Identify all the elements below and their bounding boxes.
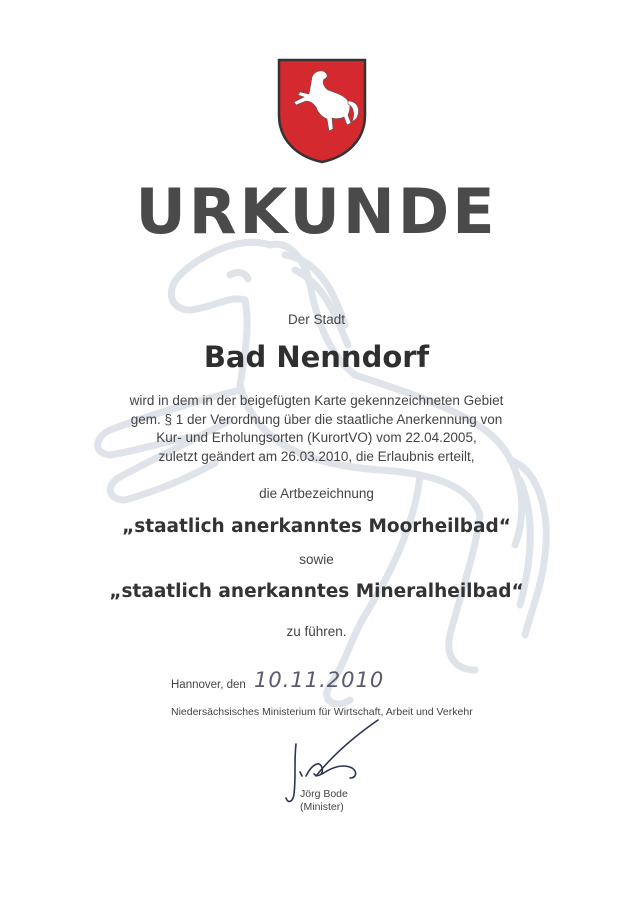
intro-text: Der Stadt bbox=[287, 312, 346, 327]
place-label: Hannover, den bbox=[171, 679, 246, 691]
horse-watermark-icon bbox=[80, 215, 560, 735]
city-name: Bad Nenndorf bbox=[203, 340, 430, 374]
designation-moorheilbad: „staatlich anerkanntes Moorheilbad“ bbox=[122, 516, 511, 537]
handwritten-date: 10.11.2010 bbox=[254, 668, 385, 692]
signer-role: (Minister) bbox=[300, 801, 344, 813]
closing-text: zu führen. bbox=[286, 624, 347, 639]
body-line: gem. § 1 der Verordnung über die staatliche Anerkennung von bbox=[130, 411, 503, 427]
document-title: URKUNDE bbox=[135, 175, 498, 248]
ministry-name: Niedersächsisches Ministerium für Wirtschaft, Arbeit und Verkehr bbox=[171, 706, 473, 718]
body-line: zuletzt geändert am 26.03.2010, die Erlaubnis erteilt, bbox=[158, 448, 475, 464]
certificate-body bbox=[0, 392, 633, 466]
coat-of-arms-icon bbox=[276, 57, 368, 165]
signer-block bbox=[300, 788, 348, 814]
signer-name: Jörg Bode bbox=[300, 788, 348, 800]
designation-mineralheilbad: „staatlich anerkanntes Mineralheilbad“ bbox=[109, 581, 524, 602]
body-line: Kur- und Erholungsorten (KurortVO) vom 22.04.2005, bbox=[156, 430, 477, 445]
connector-text: sowie bbox=[299, 552, 334, 567]
body-line: wird in dem in der beigefügten Karte gekennzeichneten Gebiet bbox=[129, 393, 504, 408]
designation-label: die Artbezeichnung bbox=[259, 486, 374, 501]
